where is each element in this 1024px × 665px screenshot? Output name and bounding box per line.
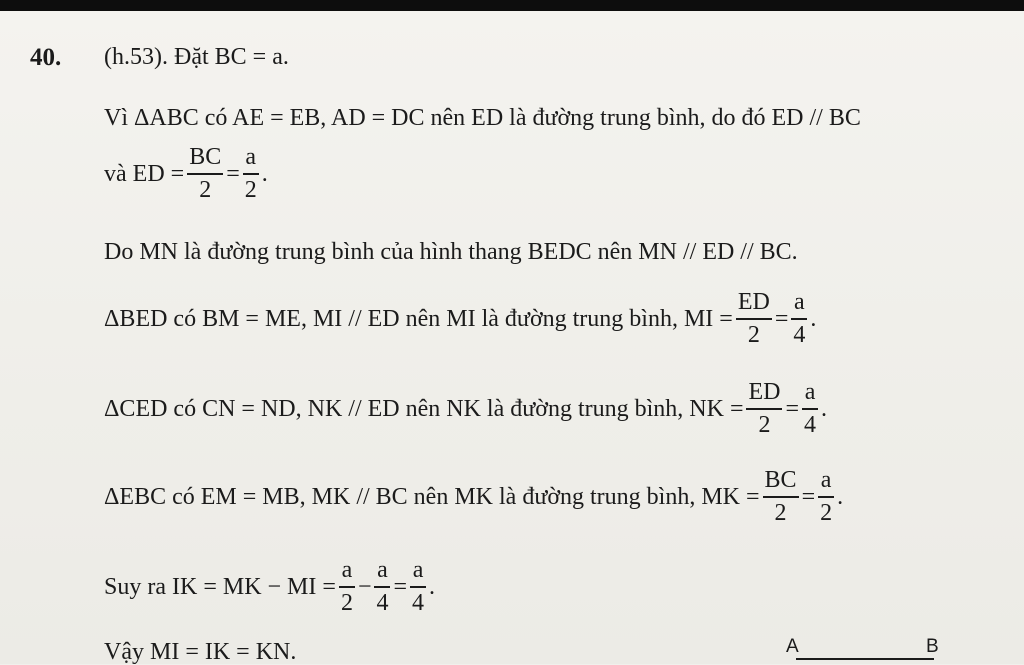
denominator: 2 — [340, 590, 353, 617]
numerator: a — [245, 144, 257, 170]
line-2-prefix: và ED = — [104, 161, 185, 188]
denominator: 2 — [774, 500, 787, 527]
header-text: (h.53). Đặt BC = a. — [104, 44, 289, 70]
denominator: 2 — [747, 322, 760, 349]
denominator: 4 — [804, 412, 817, 439]
minus: − — [357, 574, 372, 601]
line-4-prefix: ΔBED có BM = ME, MI // ED nên MI là đường trung bình, MI = — [104, 306, 733, 333]
numerator: ED — [748, 379, 781, 405]
numerator: BC — [764, 467, 797, 493]
numerator: a — [820, 467, 832, 493]
line-8-text: Vậy MI = IK = KN. — [104, 639, 297, 665]
figure-label-b: B — [926, 636, 939, 657]
denominator: 4 — [793, 322, 806, 349]
line-5-prefix: ΔCED có CN = ND, NK // ED nên NK là đường trung bình, NK = — [104, 396, 744, 423]
problem-number: 40. — [30, 44, 62, 71]
line-1 — [104, 106, 861, 130]
equals: = — [226, 161, 240, 188]
numerator: a — [794, 289, 805, 315]
numerator: a — [377, 557, 388, 583]
fraction-a-over-4 — [374, 558, 390, 616]
figure-segment-ab — [796, 658, 934, 660]
fraction-a-over-4-result — [410, 558, 426, 616]
figure-label-a: A — [786, 636, 799, 657]
fraction-a-over-4 — [802, 380, 818, 438]
line-3 — [104, 240, 798, 264]
numerator: a — [341, 557, 353, 583]
fraction-bc-over-2 — [763, 468, 799, 526]
fraction-a-over-2 — [818, 468, 834, 526]
line-7-prefix: Suy ra IK = MK − MI = — [104, 574, 336, 601]
equals: = — [393, 574, 408, 601]
line-1-text: Vì ΔABC có AE = EB, AD = DC nên ED là đường trung bình, do đó ED // BC — [104, 105, 861, 131]
denominator: 4 — [412, 590, 425, 617]
line-5 — [104, 380, 827, 438]
fraction-bc-over-2 — [187, 145, 223, 203]
fraction-a-over-2 — [243, 145, 259, 203]
fraction-a-over-2 — [339, 558, 355, 616]
fraction-ed-over-2 — [746, 380, 782, 438]
numerator: BC — [189, 144, 222, 170]
equals: = — [774, 306, 789, 333]
denominator: 4 — [376, 590, 389, 617]
numerator: ED — [737, 289, 770, 315]
fraction-ed-over-2 — [736, 290, 772, 348]
denominator: 2 — [758, 412, 771, 439]
line-6-prefix: ΔEBC có EM = MB, MK // BC nên MK là đường trung bình, MK = — [104, 484, 760, 511]
denominator: 2 — [199, 177, 212, 204]
line-3-text: Do MN là đường trung bình của hình thang BEDC nên MN // ED // BC. — [104, 239, 798, 265]
line-8 — [104, 640, 296, 664]
period: . — [261, 161, 268, 188]
period: . — [810, 306, 817, 333]
equals: = — [801, 484, 816, 511]
numerator: a — [804, 379, 816, 405]
fraction-a-over-4 — [791, 290, 807, 348]
equals: = — [785, 396, 800, 423]
period: . — [821, 396, 828, 423]
period: . — [429, 574, 436, 601]
line-7 — [104, 558, 435, 616]
denominator: 2 — [244, 177, 257, 204]
line-6 — [104, 468, 843, 526]
numerator: a — [412, 557, 424, 583]
period: . — [837, 484, 844, 511]
line-2 — [104, 145, 268, 203]
line-4 — [104, 290, 816, 348]
denominator: 2 — [820, 500, 833, 527]
top-border — [0, 0, 1024, 11]
header-line — [104, 45, 289, 69]
